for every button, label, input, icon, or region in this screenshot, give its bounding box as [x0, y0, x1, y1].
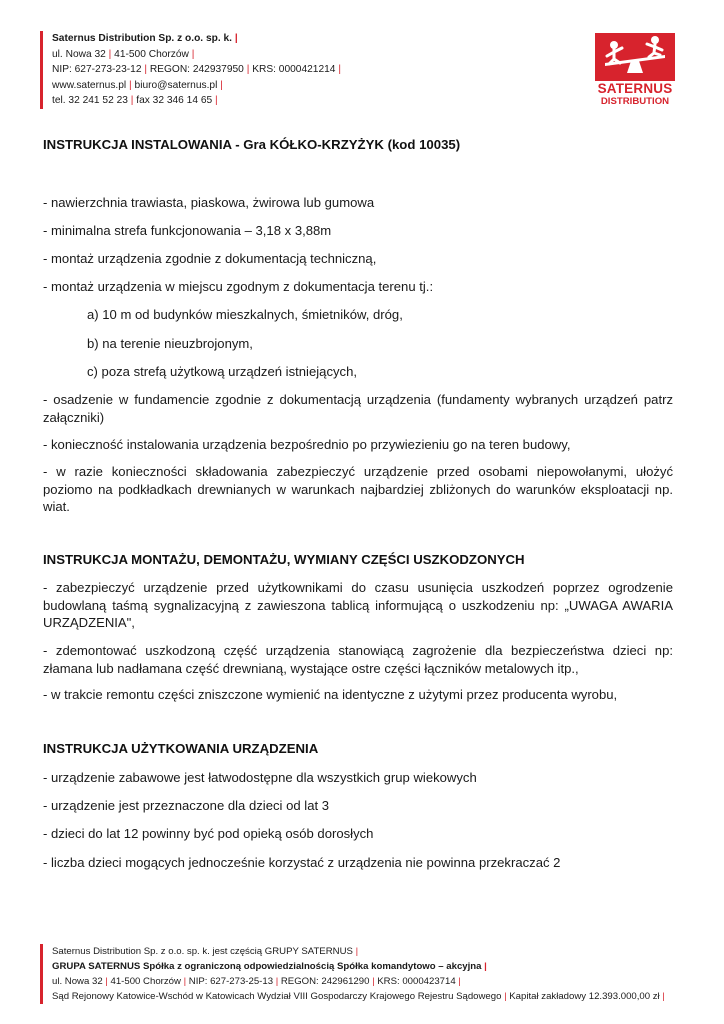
footer-city: 41-500 Chorzów: [110, 976, 181, 987]
logo-wordmark-distribution: DISTRIBUTION: [600, 96, 670, 107]
install-item: - nawierzchnia trawiasta, piaskowa, żwirowa lub gumowa: [43, 195, 375, 210]
separator: |: [275, 976, 279, 987]
company-fax: fax 32 346 14 65: [136, 95, 213, 107]
install-item: - osadzenie w fundamencie zgodnie z dokumentacją urządzenia (fundamenty wybranych urządzeń patrz załączniki): [43, 392, 673, 425]
separator: |: [458, 976, 461, 987]
footer-group-membership: Saternus Distribution Sp. z o.o. sp. k. jest częścią GRUPY SATERNUS: [52, 946, 353, 957]
install-subitem: a) 10 m od budynków mieszkalnych, śmietników, dróg,: [87, 307, 403, 322]
install-subitem: c) poza strefą użytkową urządzeń istniejących,: [87, 364, 358, 379]
separator: |: [220, 79, 223, 91]
separator: |: [662, 991, 665, 1002]
letterhead-web-line: [52, 78, 341, 94]
letterhead-registry-line: [52, 62, 341, 78]
company-email[interactable]: biuro@saternus.pl: [134, 79, 218, 91]
usage-section-title: INSTRUKCJA UŻYTKOWANIA URZĄDZENIA: [43, 741, 319, 756]
separator: |: [484, 961, 487, 972]
separator: |: [215, 95, 218, 107]
company-krs: KRS: 0000421214: [252, 64, 336, 76]
install-item: - konieczność instalowania urządzenia bezpośrednio po przywiezieniu go na teren budowy,: [43, 437, 571, 452]
footer-address: ul. Nowa 32: [52, 976, 103, 987]
company-name: Saternus Distribution Sp. z o.o. sp. k.: [52, 33, 232, 44]
company-nip: NIP: 627-273-23-12: [52, 64, 142, 76]
separator: |: [130, 95, 134, 107]
separator: |: [234, 33, 238, 44]
footer-court-line: [52, 989, 665, 1004]
footer-nip: NIP: 627-273-25-13: [188, 976, 274, 987]
separator: |: [246, 64, 250, 76]
footer-court: Sąd Rejonowy Katowice-Wschód w Katowicach Wydział VIII Gospodarczy Krajowego Rejestru Sądowego: [52, 991, 502, 1002]
logo-wordmark-saternus: SATERNUS: [597, 81, 673, 96]
separator: |: [144, 64, 147, 76]
usage-item: - urządzenie jest przeznaczone dla dzieci od lat 3: [43, 798, 330, 813]
company-regon: REGON: 242937950: [149, 64, 244, 76]
usage-item: - liczba dzieci mogących jednocześnie korzystać z urządzenia nie powinna przekraczać 2: [43, 855, 561, 870]
separator: |: [129, 79, 132, 91]
separator: |: [338, 64, 341, 76]
assembly-item: - w trakcie remontu części zniszczone wymienić na identyczne z użytymi przez producenta wyrobu,: [43, 687, 618, 702]
separator: |: [191, 48, 195, 60]
assembly-item: - zabezpieczyć urządzenie przed użytkownikami do czasu usunięcia uszkodzeń poprzez ogrodzenie budowlaną taśmą sygnalizacyjną z zawieszona tablicą informującą o uszkodzeniu np: „UWAGA AWARIA URZĄDZENIA",: [43, 580, 673, 630]
company-phone: tel. 32 241 52 23: [52, 95, 128, 107]
company-website[interactable]: www.saternus.pl: [52, 79, 127, 91]
footer-krs: KRS: 0000423714: [377, 976, 456, 987]
footer-group-line: [52, 944, 665, 959]
footer-capital: Kapitał zakładowy 12.393.000,00 zł: [509, 991, 660, 1002]
separator: |: [372, 976, 375, 987]
assembly-section-title: INSTRUKCJA MONTAŻU, DEMONTAŻU, WYMIANY CZĘŚCI USZKODZONYCH: [43, 552, 525, 567]
footer-regon: REGON: 242961290: [280, 976, 370, 987]
letterhead-address-line: [52, 47, 341, 63]
install-item: - montaż urządzenia w miejscu zgodnym z dokumentacja terenu tj.:: [43, 279, 434, 294]
footer: [40, 944, 665, 1004]
install-item: - w razie konieczności składowania zabezpieczyć urządzenie przed osobami niepowołanymi, ułożyć poziomo na podkładkach drewnianych w warunkach najbardziej zbliżonych do warunków eksploatacji np. wiat.: [43, 464, 673, 514]
separator: |: [108, 48, 112, 60]
letterhead-company-line: [52, 31, 341, 47]
separator: |: [105, 976, 108, 987]
separator: |: [504, 991, 507, 1002]
install-subitem: b) na terenie nieuzbrojonym,: [87, 336, 253, 351]
footer-parent-line: [52, 959, 665, 974]
install-section-title: INSTRUKCJA INSTALOWANIA - Gra KÓŁKO-KRZYŻYK (kod 10035): [43, 137, 461, 152]
usage-item: - urządzenie zabawowe jest łatwodostępne dla wszystkich grup wiekowych: [43, 770, 477, 785]
assembly-item: - zdemontować uszkodzoną część urządzenia stanowiącą zagrożenie dla bezpieczeństwa dzieci np: złamana lub nadłamana część drewnianą, wystające ostre części łączników metalowych itp.,: [43, 643, 673, 676]
separator: |: [355, 946, 359, 957]
seesaw-children-icon: [595, 33, 675, 81]
footer-parent-company: GRUPA SATERNUS Spółka z ograniczoną odpowiedzialnością Spółka komandytowo – akcyjna: [52, 961, 482, 972]
logo-emblem: [595, 33, 675, 81]
usage-item: - dzieci do lat 12 powinny być pod opieką osób dorosłych: [43, 826, 374, 841]
saternus-logo: [595, 33, 675, 109]
letterhead: [40, 31, 341, 109]
install-item: - minimalna strefa funkcjonowania – 3,18 x 3,88m: [43, 223, 332, 238]
install-item: - montaż urządzenia zgodnie z dokumentacją techniczną,: [43, 251, 377, 266]
company-address: ul. Nowa 32: [52, 48, 106, 60]
company-city: 41-500 Chorzów: [114, 48, 189, 60]
footer-registry-line: [52, 974, 665, 989]
letterhead-phone-line: [52, 93, 341, 109]
separator: |: [183, 976, 187, 987]
